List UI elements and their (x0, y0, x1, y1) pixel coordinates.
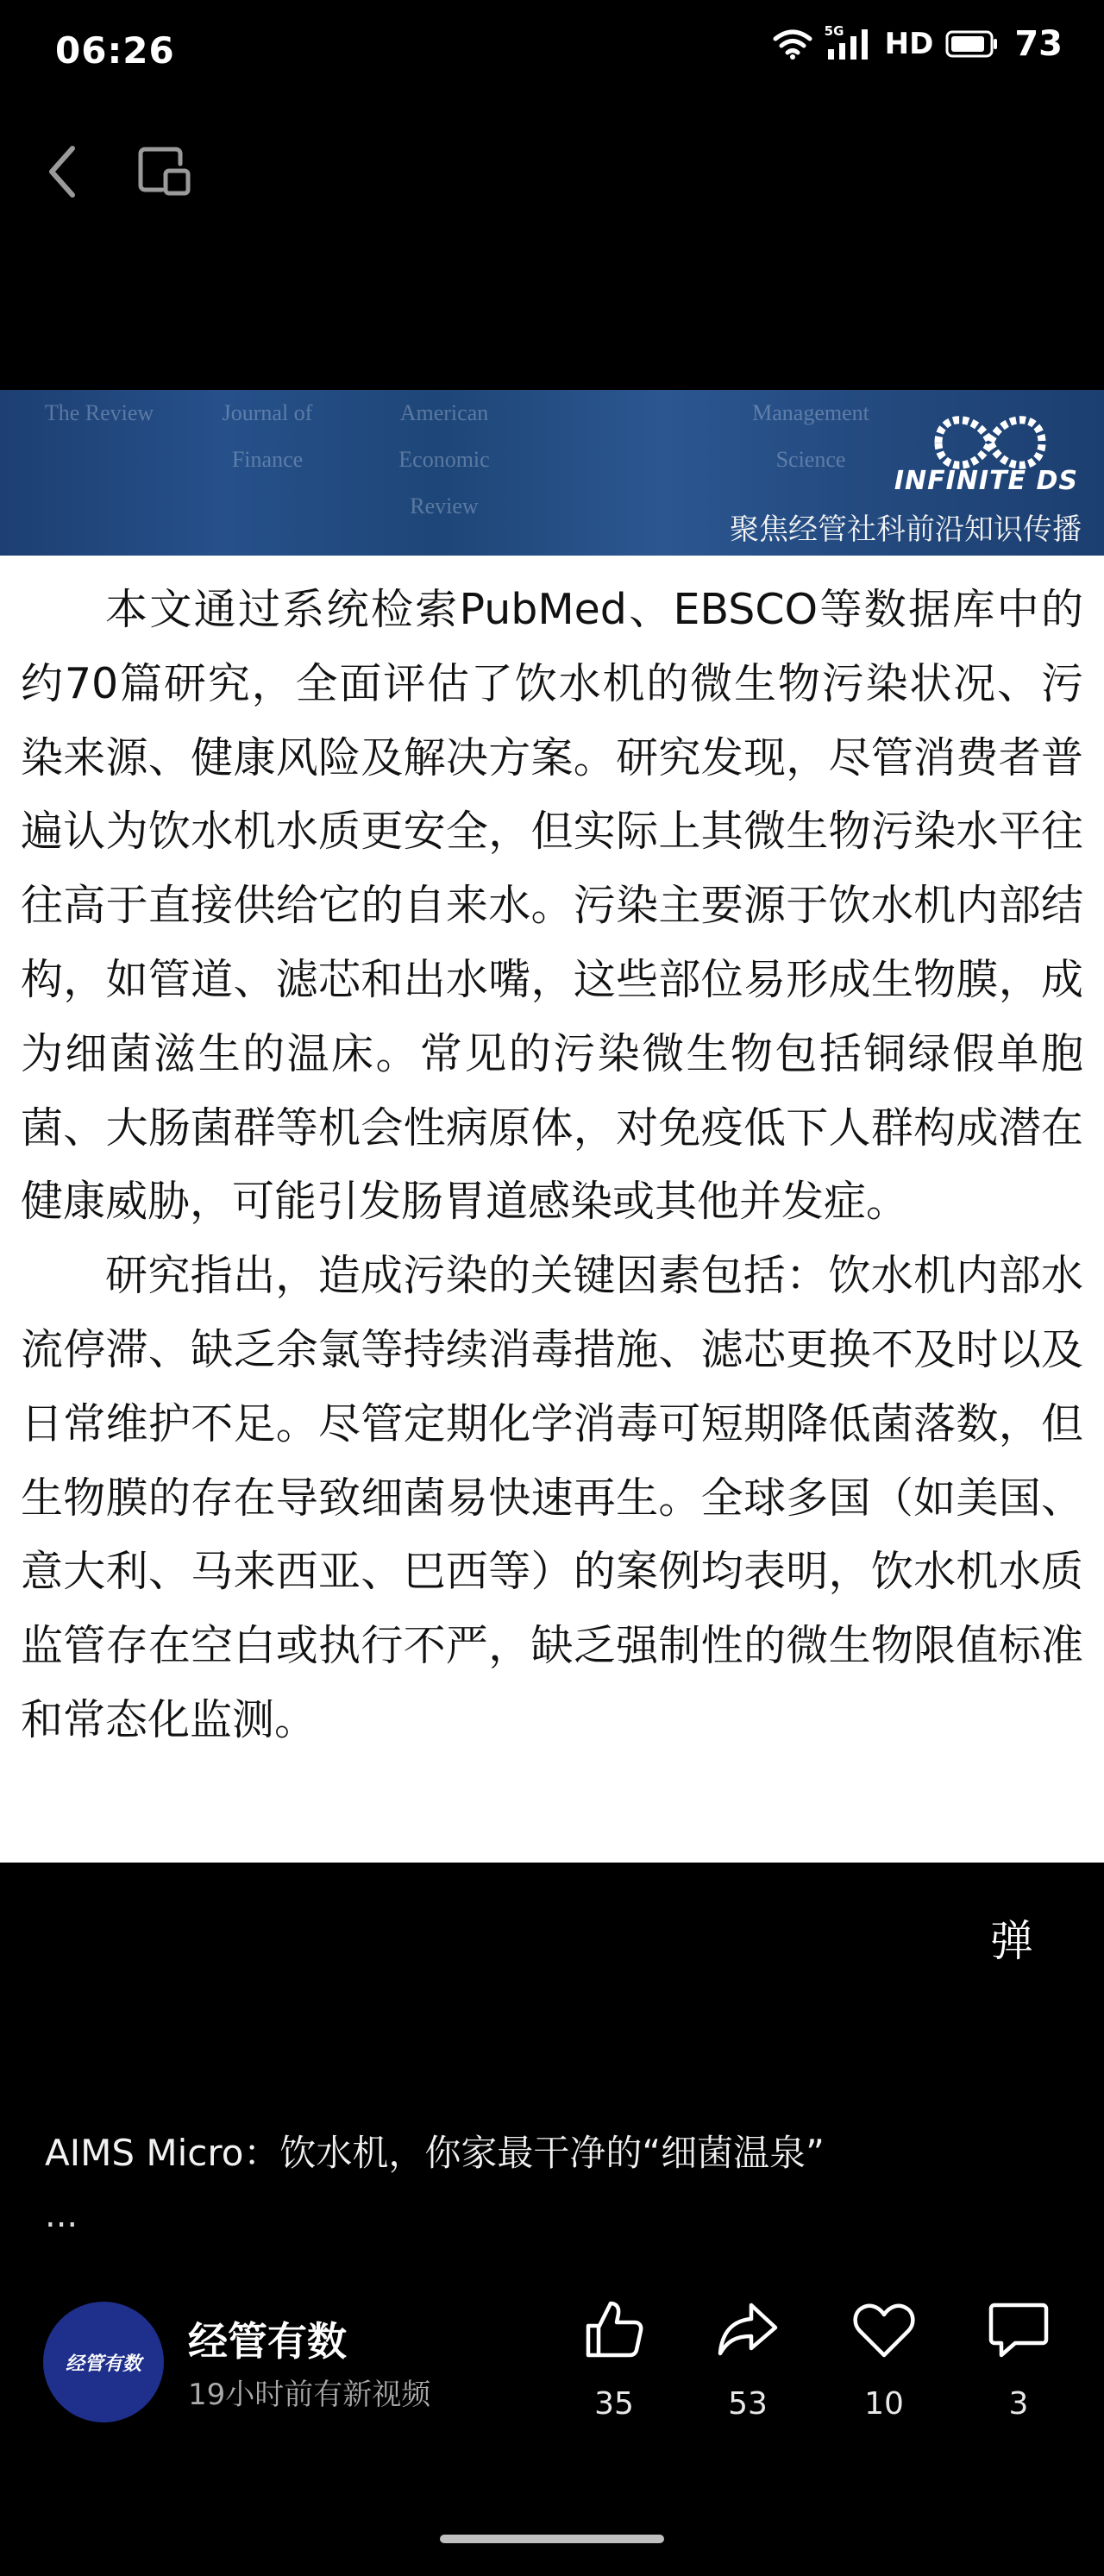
share-icon (713, 2295, 782, 2364)
journal-cover: The Review (44, 400, 154, 425)
hd-indicator: HD (884, 27, 934, 61)
picture-in-picture-icon[interactable] (135, 141, 195, 202)
article-paragraph: 本文通过系统检索PubMed、EBSCO等数据库中的约70篇研究，全面评估了饮水机的微生物污染状况、污染来源、健康风险及解决方案。研究发现，尽管消费者普遍认为饮水机水质更安全，但实际上其微生物污染水平往往高于直接供给它的自来水。污染主要源于饮水机内部结构，如管道、滤芯和出水嘴，这些部位易形成生物膜，成为细菌滋生的温床。常见的污染微生物包括铜绿假单胞菌、大肠菌群等机会性病原体，对免疫低下人群构成潜在健康威胁，可能引发肠胃道感染或其他并发症。 (21, 585, 1083, 1227)
article-paragraph: 研究指出，造成污染的关键因素包括：饮水机内部水流停滞、缺乏余氯等持续消毒措施、滤芯更换不及时以及日常维护不足。尽管定期化学消毒可短期降低菌落数，但生物膜的存在导致细菌易快速再生。全球多国（如美国、意大利、马来西亚、巴西等）的案例均表明，饮水机水质监管存在空白或执行不严，缺乏强制性的微生物限值标准和常态化监测。 (21, 1251, 1083, 1744)
nav-bar (0, 129, 1104, 216)
favorite-count: 10 (864, 2386, 904, 2422)
banner-tagline: 聚焦经管社科前沿知识传播 (730, 512, 1082, 547)
comment-button[interactable] (971, 2295, 1066, 2422)
like-button[interactable] (567, 2295, 662, 2422)
share-count: 53 (728, 2386, 768, 2422)
home-indicator[interactable] (440, 2535, 664, 2543)
favorite-icon (850, 2295, 919, 2364)
channel-name[interactable]: 经管有数 (188, 2318, 347, 2365)
status-bar (0, 0, 1104, 104)
like-icon (580, 2295, 649, 2364)
status-time: 06:26 (55, 29, 175, 72)
journal-cover: Management Science (752, 400, 869, 472)
channel-update-status: 19小时前有新视频 (188, 2378, 431, 2412)
battery-level: 73 (1014, 24, 1063, 64)
status-icons (773, 24, 1063, 64)
brand-name: INFINITE DS (894, 466, 1078, 496)
like-count: 35 (594, 2386, 634, 2422)
journal-cover: Journal of Finance (222, 400, 313, 472)
danmaku-toggle-button[interactable] (990, 1907, 1059, 1976)
network-label: 5G (824, 23, 844, 39)
article-text (0, 556, 1104, 1863)
wifi-icon (773, 28, 812, 60)
article-banner (0, 390, 1104, 556)
danmaku-label: 弹 (990, 1916, 1033, 1966)
signal-icon (824, 23, 873, 61)
battery-icon (945, 30, 999, 58)
comment-icon (984, 2295, 1053, 2364)
avatar-text: 经管有数 (65, 2352, 141, 2375)
back-icon[interactable] (34, 141, 95, 202)
share-button[interactable] (700, 2295, 795, 2422)
channel-avatar[interactable] (43, 2302, 164, 2422)
expand-description[interactable]: ... (45, 2196, 78, 2235)
favorite-button[interactable] (837, 2295, 932, 2422)
journal-cover: American Economic Review (398, 400, 490, 518)
comment-count: 3 (1008, 2386, 1029, 2422)
video-title[interactable]: AIMS Micro：饮水机，你家最干净的“细菌温泉” (45, 2132, 825, 2174)
